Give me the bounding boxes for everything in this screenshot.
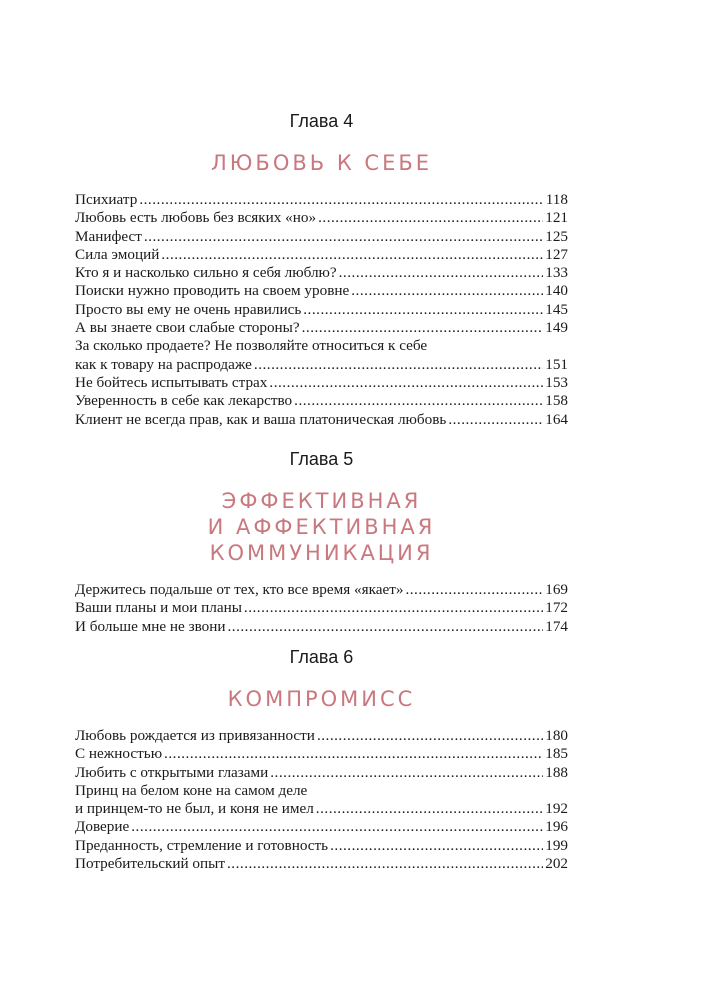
toc-entry xyxy=(75,764,568,782)
toc-list xyxy=(75,581,568,636)
leader-dots xyxy=(317,727,543,745)
toc-entry-page: 133 xyxy=(545,264,568,282)
chapter-label: Глава 6 xyxy=(289,647,354,667)
chapter-title-line: ЭФФЕКТИВНАЯ xyxy=(221,489,422,513)
toc-entry-page: 164 xyxy=(545,410,568,428)
leader-dots xyxy=(227,618,543,636)
toc-entry xyxy=(75,209,568,227)
toc-entry-title: Не бойтесь испытывать страх xyxy=(75,373,268,391)
toc-entry-title: За сколько продаете? Не позволяйте относиться к себе xyxy=(75,337,428,355)
chapter-4 xyxy=(75,110,568,429)
toc-entry-page: 145 xyxy=(545,300,568,318)
leader-dots xyxy=(161,246,543,264)
leader-dots xyxy=(270,764,543,782)
toc-entry xyxy=(75,745,568,763)
toc-entry-page: 118 xyxy=(545,191,568,208)
toc-entry xyxy=(75,599,568,617)
toc-entry-title: Психиатр xyxy=(75,191,138,208)
toc-entry xyxy=(75,282,568,300)
toc-entry-page: 121 xyxy=(545,209,568,227)
leader-dots xyxy=(318,209,543,227)
toc-entry-page: 202 xyxy=(545,855,568,873)
leader-dots xyxy=(139,191,543,209)
chapter-label: Глава 4 xyxy=(289,111,354,131)
toc-entry xyxy=(75,356,568,374)
leader-dots xyxy=(302,319,544,337)
toc-entry xyxy=(75,374,568,392)
leader-dots xyxy=(351,282,543,300)
toc-entry-page: 199 xyxy=(545,836,568,854)
toc-entry xyxy=(75,618,568,636)
toc-entry xyxy=(75,392,568,410)
toc-entry-continued xyxy=(75,782,568,800)
toc-list xyxy=(75,727,568,873)
toc-entry-title: Клиент не всегда прав, как и ваша платоническая любовь xyxy=(75,410,447,428)
chapter-title xyxy=(75,686,568,712)
chapter-title-line: ЛЮБОВЬ К СЕБЕ xyxy=(210,151,433,175)
toc-entry xyxy=(75,855,568,873)
toc-entry-title: Любить с открытыми глазами xyxy=(75,763,269,781)
leader-dots xyxy=(269,374,543,392)
toc-entry-title: как к товару на распродаже xyxy=(75,355,252,373)
toc-entry xyxy=(75,228,568,246)
toc-entry-title: Ваши планы и мои планы xyxy=(75,599,242,617)
chapter-title-line: КОММУНИКАЦИЯ xyxy=(209,541,434,565)
toc-entry xyxy=(75,727,568,745)
toc-entry-title: А вы знаете свои слабые стороны? xyxy=(75,319,300,337)
toc-entry xyxy=(75,264,568,282)
toc-entry-title: Доверие xyxy=(75,818,130,836)
toc-entry-page: 140 xyxy=(545,282,568,300)
leader-dots xyxy=(131,818,543,836)
chapter-6 xyxy=(75,646,568,873)
leader-dots xyxy=(448,411,543,429)
toc-entry-title: и принцем-то не был, и коня не имел xyxy=(75,800,314,818)
leader-dots xyxy=(244,599,543,617)
leader-dots xyxy=(330,837,543,855)
toc-entry-page: 192 xyxy=(545,800,568,818)
toc-entry xyxy=(75,246,568,264)
chapter-title-line: И АФФЕКТИВНАЯ xyxy=(207,515,436,539)
toc-entry-title: Сила эмоций xyxy=(75,245,160,263)
toc-entry-page: 185 xyxy=(545,745,568,763)
toc-entry xyxy=(75,581,568,599)
chapter-title xyxy=(75,488,568,566)
toc-entry-continued xyxy=(75,337,568,355)
toc-entry xyxy=(75,319,568,337)
leader-dots xyxy=(303,301,543,319)
toc-entry-page: 153 xyxy=(545,373,568,391)
toc-entry-title: Поиски нужно проводить на своем уровне xyxy=(75,282,350,300)
toc-entry-page: 158 xyxy=(545,392,568,410)
toc-entry-title: Принц на белом коне на самом деле xyxy=(75,781,308,799)
toc-list xyxy=(75,191,568,429)
chapter-title-line: КОМПРОМИСС xyxy=(227,687,416,711)
toc-entry xyxy=(75,301,568,319)
toc-entry-page: 125 xyxy=(545,227,568,245)
toc-entry-title: Кто я и насколько сильно я себя люблю? xyxy=(75,264,337,282)
toc-entry xyxy=(75,818,568,836)
toc-entry-title: С нежностью xyxy=(75,745,163,763)
toc-entry-page: 169 xyxy=(545,581,568,598)
toc-entry-title: Уверенность в себе как лекарство xyxy=(75,392,293,410)
leader-dots xyxy=(405,581,543,599)
toc-entry xyxy=(75,837,568,855)
toc-entry-title: И больше мне не звони xyxy=(75,617,226,635)
toc-entry-title: Манифест xyxy=(75,227,142,245)
toc-entry-title: Любовь есть любовь без всяких «но» xyxy=(75,209,317,227)
toc-entry xyxy=(75,191,568,209)
toc-entry-title: Потребительский опыт xyxy=(75,855,225,873)
leader-dots xyxy=(254,356,543,374)
leader-dots xyxy=(316,800,543,818)
chapter-label: Глава 5 xyxy=(289,449,354,469)
leader-dots xyxy=(227,855,543,873)
toc-entry xyxy=(75,800,568,818)
toc-entry-title: Просто вы ему не очень нравились xyxy=(75,300,302,318)
chapter-title xyxy=(75,150,568,176)
leader-dots xyxy=(339,264,544,282)
toc-entry-page: 174 xyxy=(545,617,568,635)
leader-dots xyxy=(294,392,543,410)
toc-entry-page: 127 xyxy=(545,245,568,263)
toc-entry-page: 180 xyxy=(545,727,568,744)
toc-entry-page: 196 xyxy=(545,818,568,836)
toc-entry-title: Любовь рождается из привязанности xyxy=(75,727,315,744)
chapter-5 xyxy=(75,448,568,636)
toc-entry xyxy=(75,411,568,429)
toc-entry-title: Преданность, стремление и готовность xyxy=(75,836,329,854)
toc-entry-page: 151 xyxy=(545,355,568,373)
leader-dots xyxy=(164,745,543,763)
toc-entry-page: 188 xyxy=(545,763,568,781)
toc-entry-page: 172 xyxy=(545,599,568,617)
leader-dots xyxy=(144,228,543,246)
toc-entry-page: 149 xyxy=(545,319,568,337)
toc-entry-title: Держитесь подальше от тех, кто все время «якает» xyxy=(75,581,404,598)
